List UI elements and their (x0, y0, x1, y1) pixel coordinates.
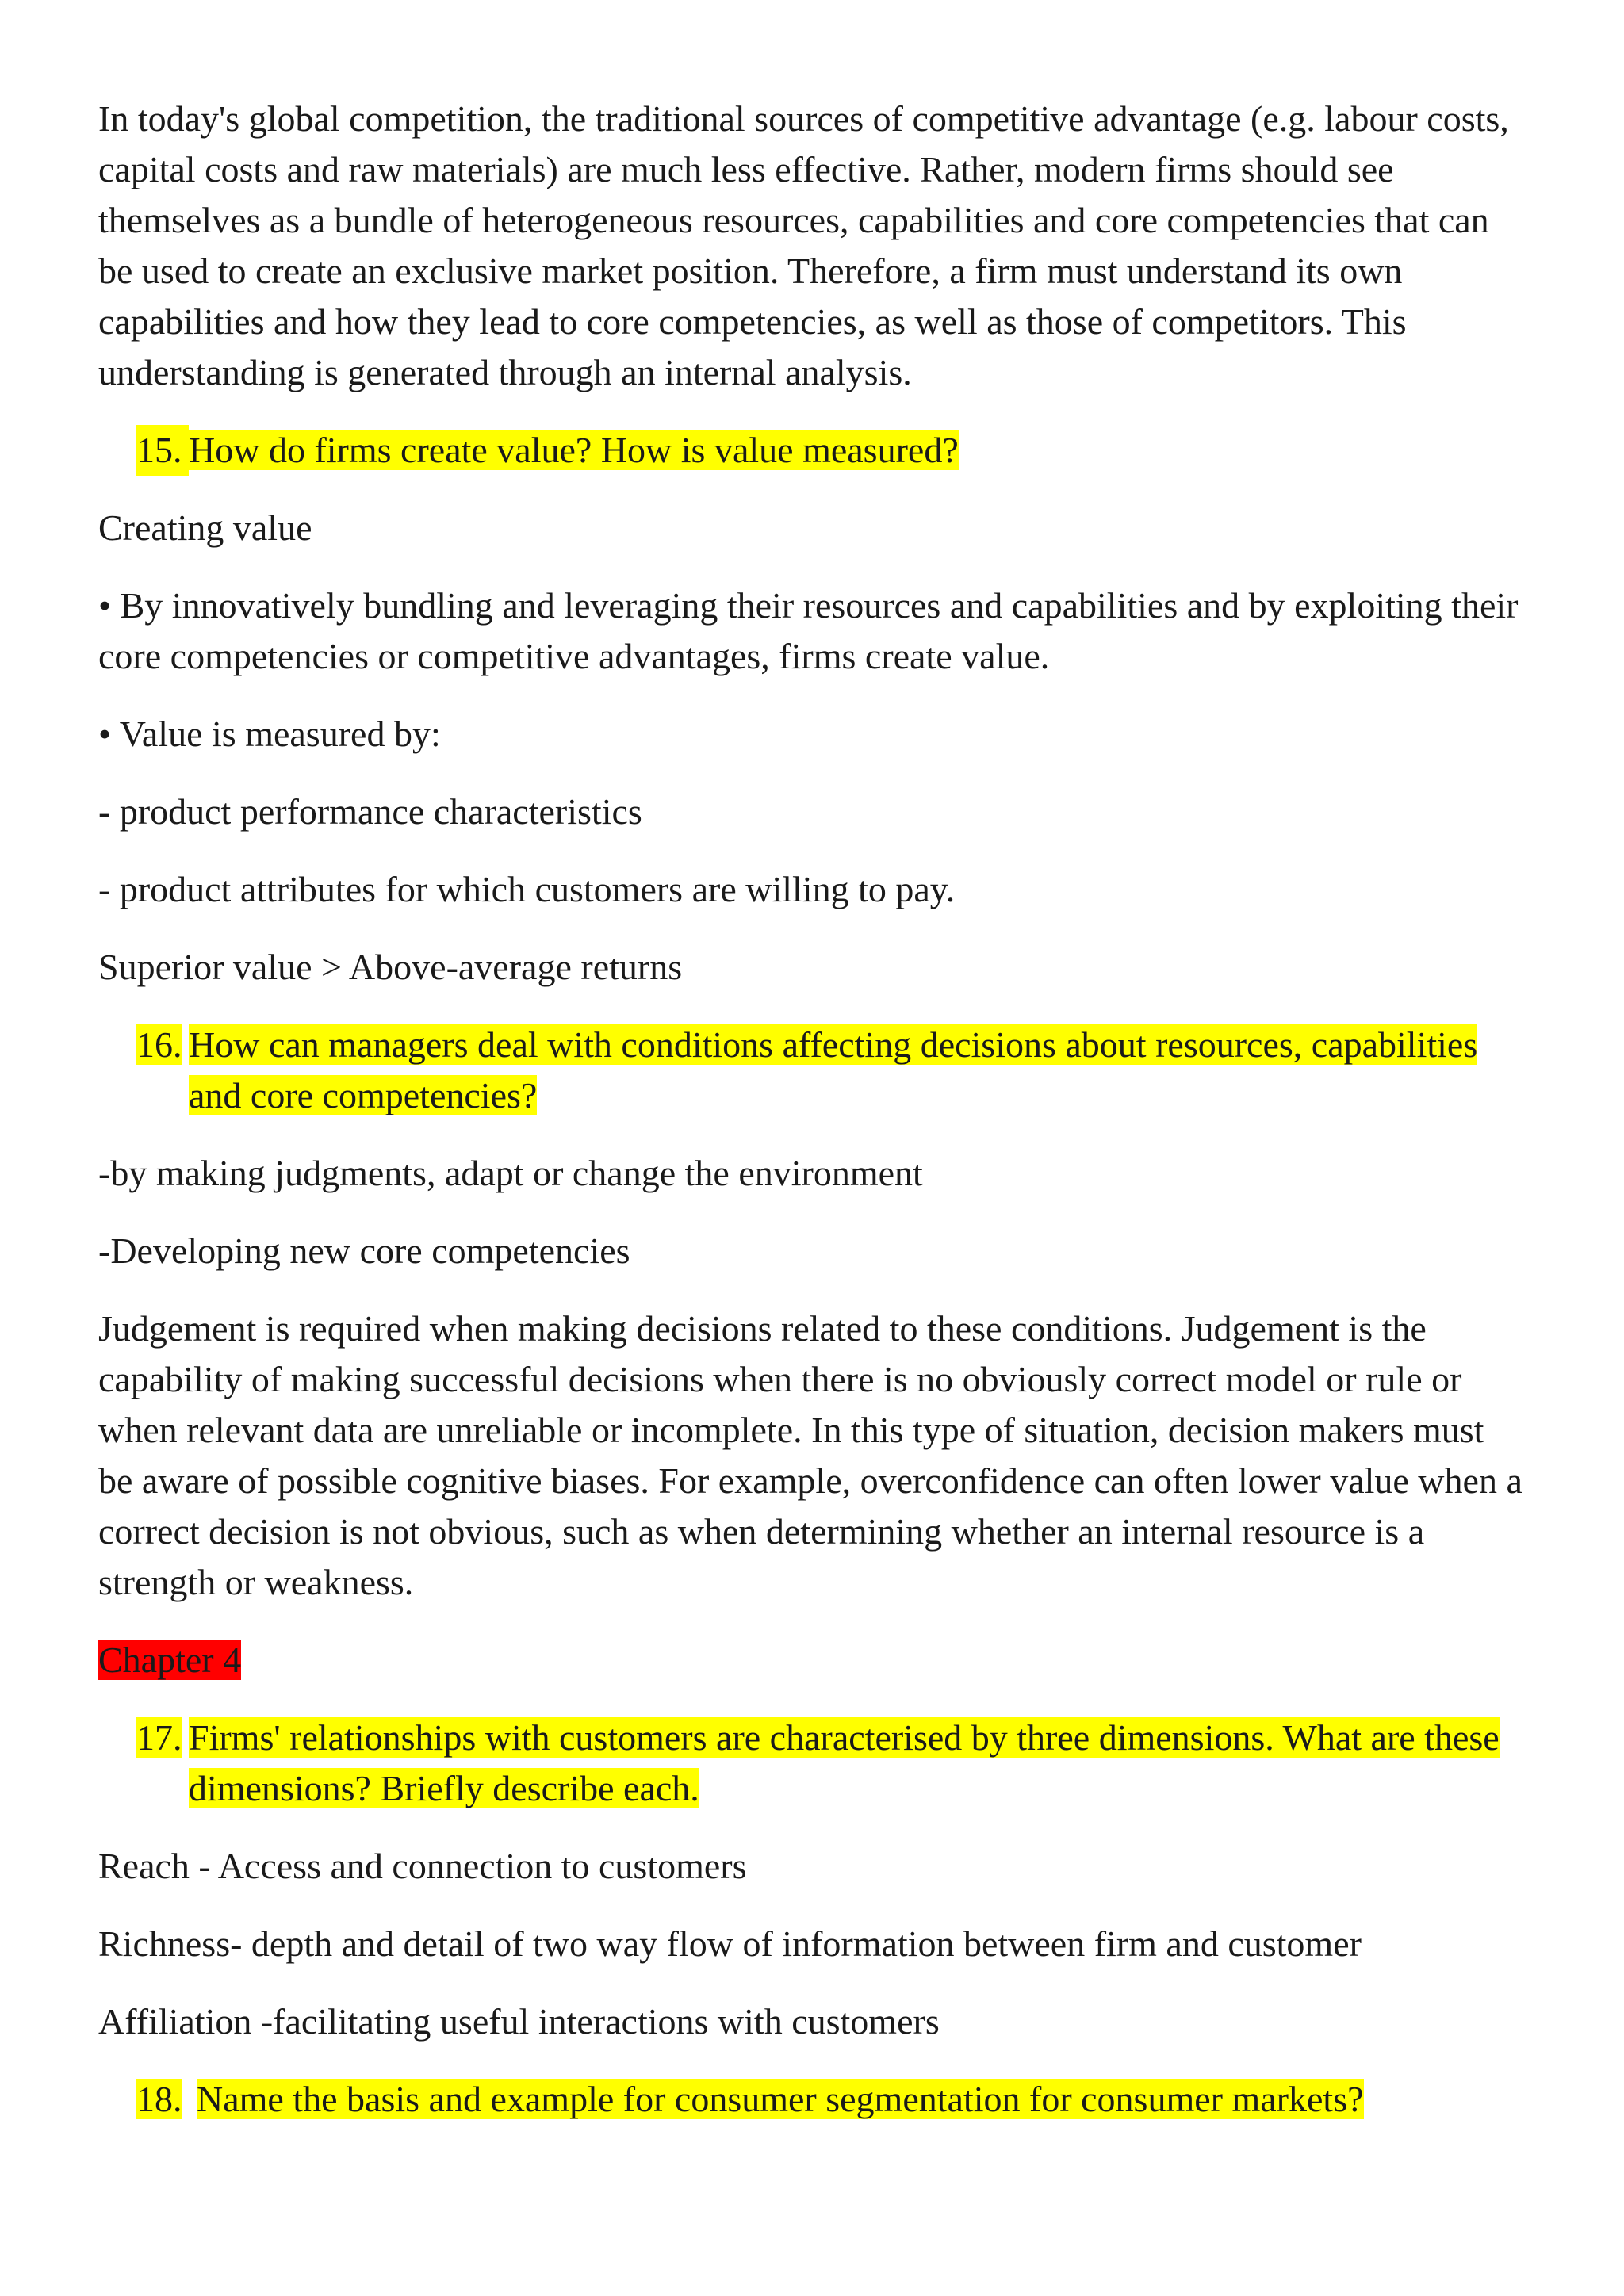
reach-line: Reach - Access and connection to customers (98, 1846, 747, 1886)
question-15-text: How do firms create value? How is value measured? (189, 430, 959, 470)
question-18 (98, 2074, 1526, 2125)
question-17-number: 17. (136, 1717, 182, 1758)
question-16-text: How can managers deal with conditions affecting decisions about resources, capabilities and core competencies? (189, 1024, 1478, 1115)
question-18-text: Name the basis and example for consumer segmentation for consumer markets? (197, 2079, 1364, 2119)
intro-paragraph: In today's global competition, the traditional sources of competitive advantage (e.g. labour costs, capital costs and raw materials) are much less effective. Rather, modern firms should see themselves as a bundle of heterogeneous resources, capabilities and core competencies that can be used to create an exclusive market position. Therefore, a firm must understand its own capabilities and how they lead to core competencies, as well as those of competitors. This understanding is generated through an internal analysis. (98, 98, 1509, 392)
superior-value-line: Superior value > Above-average returns (98, 947, 683, 987)
question-15-number: 15. (136, 425, 189, 476)
answer-16-judgments: -by making judgments, adapt or change the environment (98, 1153, 923, 1193)
chapter-heading: Chapter 4 (98, 1640, 242, 1680)
judgement-paragraph: Judgement is required when making decisions related to these conditions. Judgement is the capability of making successful decisions when there is no obviously correct model or rule or when relevant data are unreliable or incomplete. In this type of situation, decision makers must be aware of possible cognitive biases. For example, overconfidence can often lower value when a correct decision is not obvious, such as when determining whether an internal resource is a strength or weakness. (98, 1308, 1522, 1602)
document-page (98, 94, 1526, 2152)
question-16-number: 16. (136, 1024, 182, 1065)
question-18-number: 18. (136, 2079, 182, 2119)
question-17-text: Firms' relationships with customers are characterised by three dimensions. What are these dimensions? Briefly describe each. (189, 1717, 1500, 1808)
affiliation-line: Affiliation -facilitating useful interactions with customers (98, 2001, 940, 2042)
question-17 (98, 1712, 1526, 1814)
bullet-value-measured: • Value is measured by: (98, 714, 441, 754)
question-15 (98, 425, 1526, 476)
dash-attributes: - product attributes for which customers are willing to pay. (98, 869, 956, 909)
creating-value-heading: Creating value (98, 507, 312, 548)
answer-16-competencies: -Developing new core competencies (98, 1230, 630, 1271)
bullet-create-value: • By innovatively bundling and leveraging their resources and capabilities and by exploiting their core competencies or competitive advantages, firms create value. (98, 585, 1519, 676)
question-16 (98, 1020, 1526, 1121)
dash-performance: - product performance characteristics (98, 791, 642, 832)
richness-line: Richness- depth and detail of two way flow of information between firm and customer (98, 1923, 1362, 1964)
